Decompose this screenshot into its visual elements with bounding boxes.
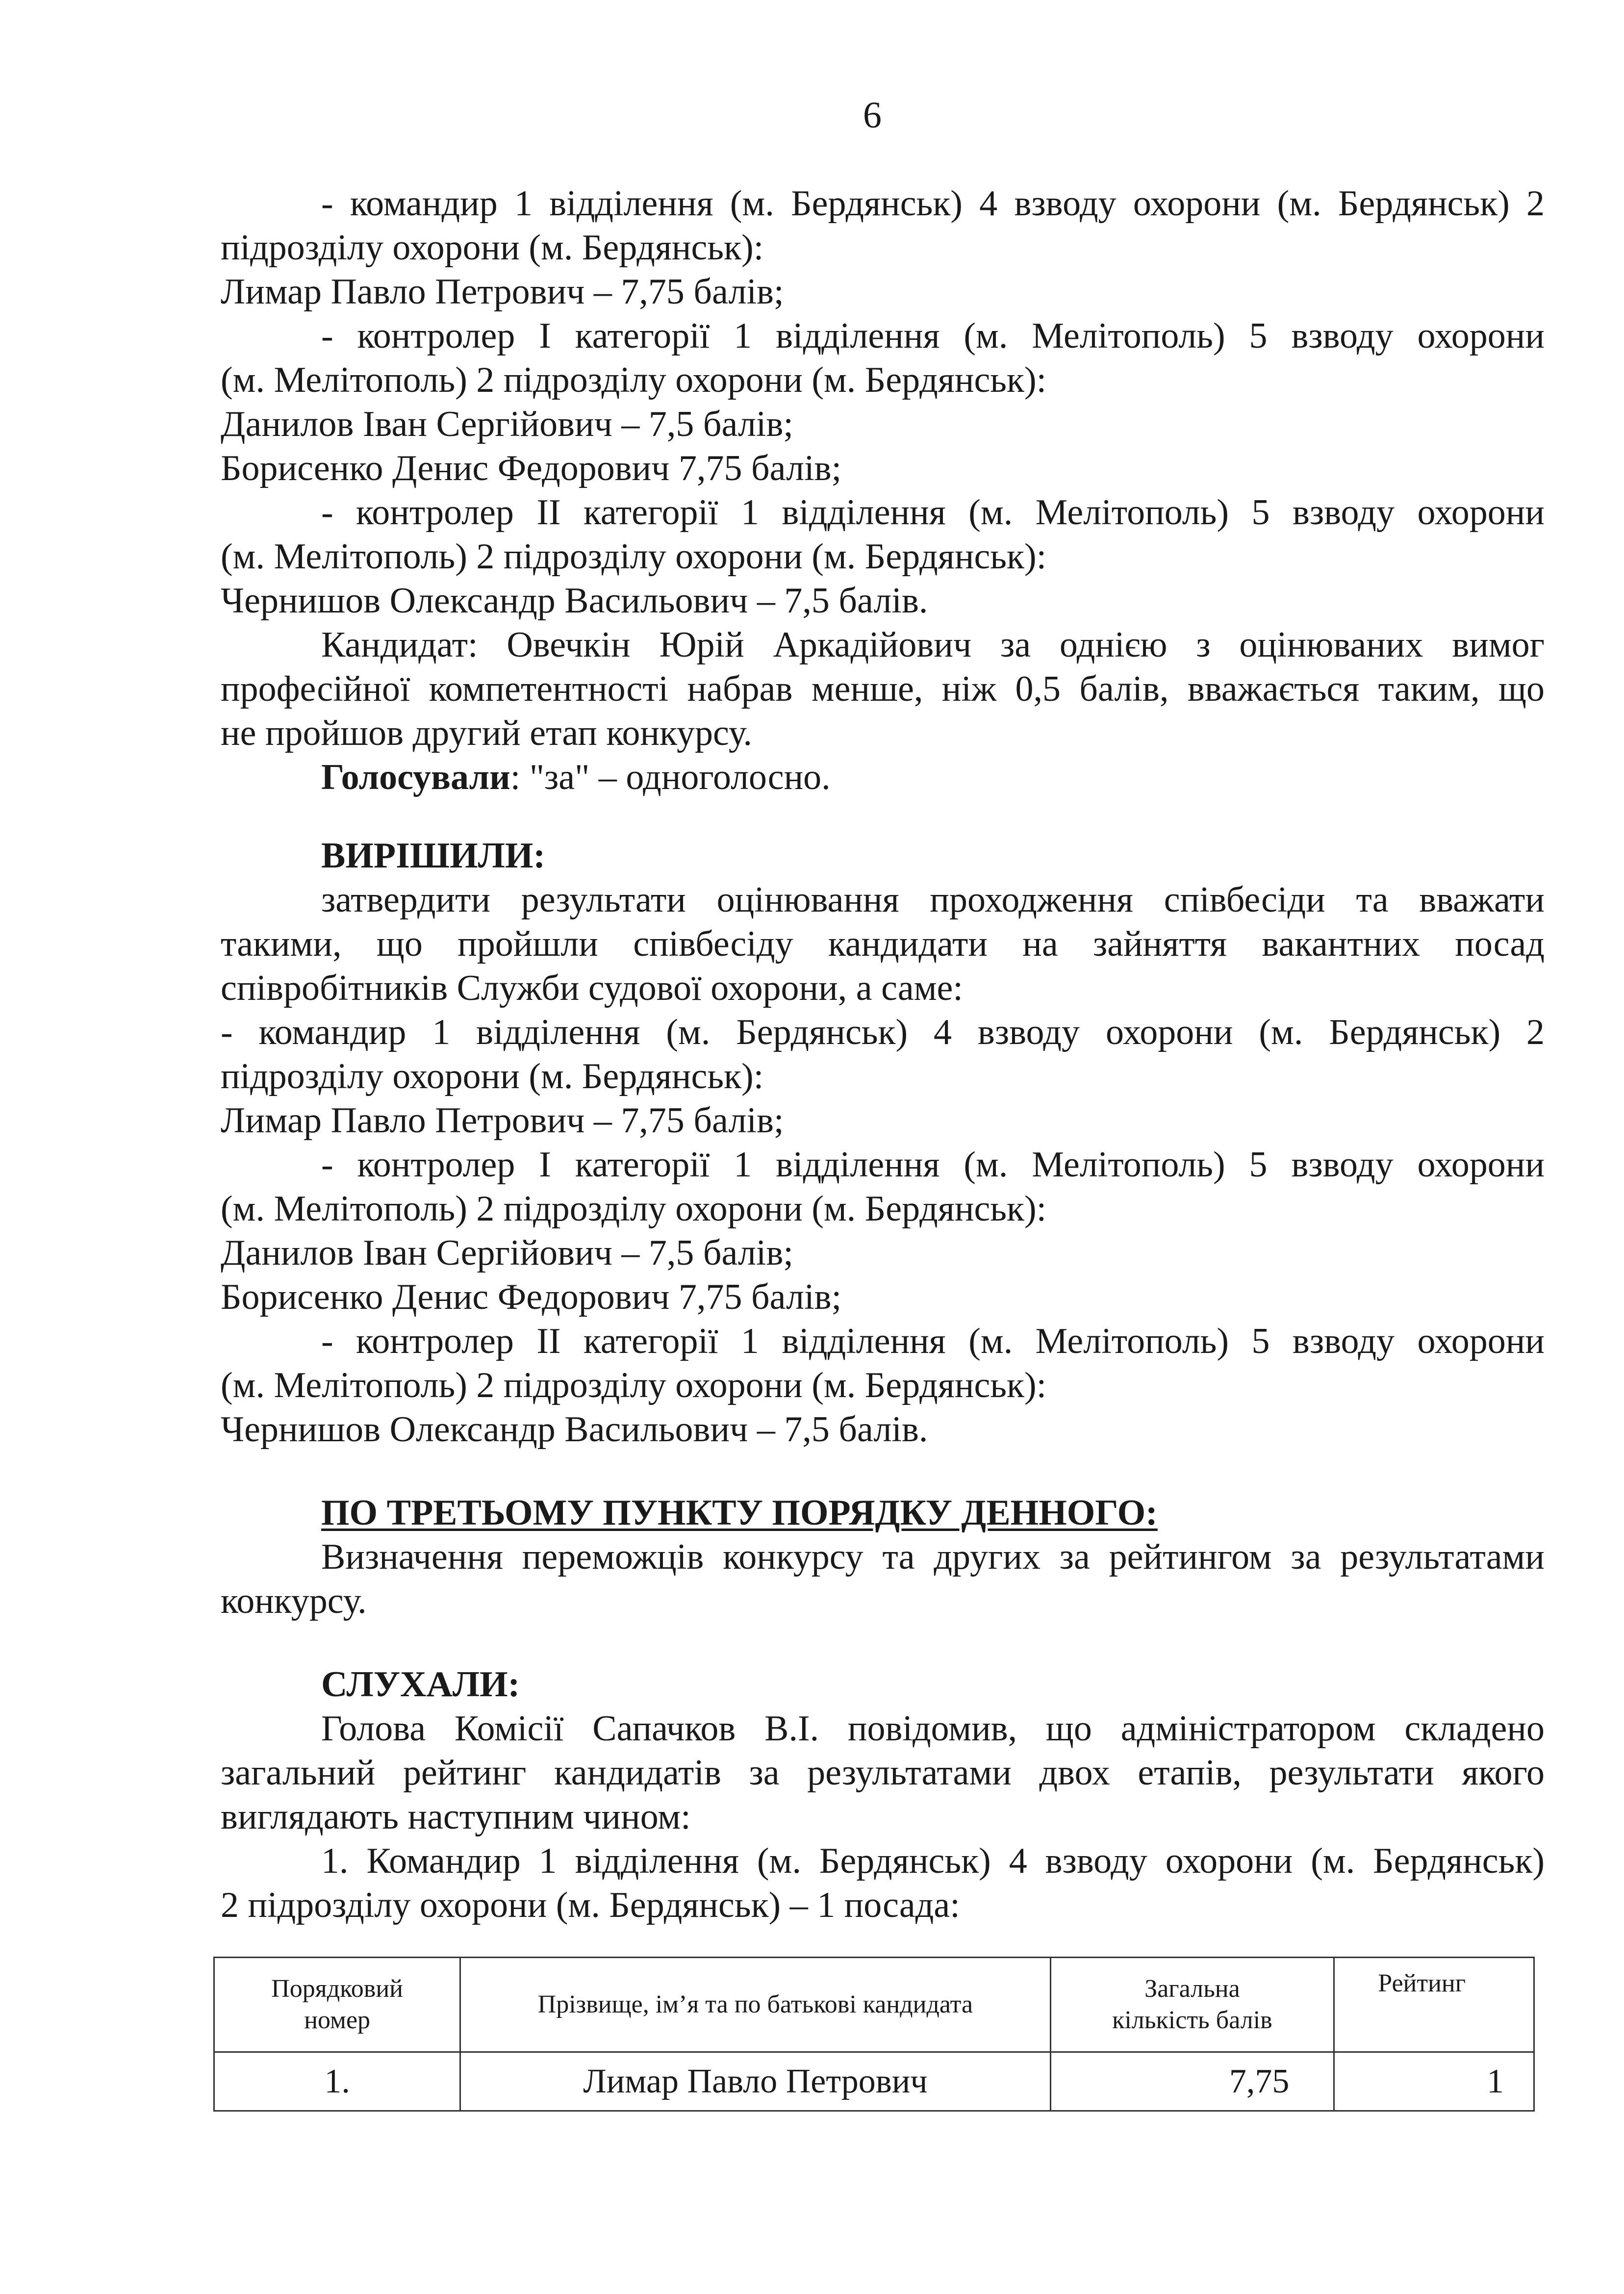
- text-line: - контролер І категорії 1 відділення (м. Мелітополь) 5 взводу охорони: [321, 1145, 1545, 1185]
- text-line: - командир 1 відділення (м. Бердянськ) 4 взводу охорони (м. Бердянськ) 2: [321, 183, 1545, 224]
- text-line: (м. Мелітополь) 2 підрозділу охорони (м. Бердянськ):: [221, 1189, 1047, 1229]
- text-line: - командир 1 відділення (м. Бердянськ) 4 взводу охорони (м. Бердянськ) 2: [221, 1012, 1545, 1052]
- text-line: (м. Мелітополь) 2 підрозділу охорони (м. Бердянськ):: [221, 360, 1047, 400]
- text-line: Лимар Павло Петрович – 7,75 балів;: [221, 1100, 784, 1141]
- text-line: підрозділу охорони (м. Бердянськ):: [221, 228, 764, 268]
- vote-text: : "за" – одноголосно.: [510, 757, 831, 797]
- text-line: Чернишов Олександр Васильович – 7,5 балів.: [221, 581, 928, 621]
- header-number: [214, 1958, 460, 2052]
- table-row: [214, 2052, 1534, 2111]
- text-line: не пройшов другий етап конкурсу.: [221, 713, 753, 753]
- text-line: Голова Комісії Сапачков В.І. повідомив, що адміністратором складено: [321, 1708, 1545, 1749]
- header-score: [1050, 1958, 1334, 2052]
- text-line: (м. Мелітополь) 2 підрозділу охорони (м. Бердянськ):: [221, 536, 1047, 577]
- header-rank: Рейтинг: [1334, 1958, 1534, 2052]
- text-line: затвердити результати оцінювання проходження співбесіди та вважати: [321, 880, 1545, 920]
- header-score-line2: кількість балів: [1112, 2006, 1272, 2034]
- text-line: Борисенко Денис Федорович 7,75 балів;: [221, 448, 842, 488]
- text-line: професійної компетентності набрав менше, ніж 0,5 балів, вважається таким, що: [221, 669, 1545, 709]
- text-line: Кандидат: Овечкін Юрій Аркадійович за однією з оцінюваних вимог: [321, 625, 1545, 665]
- text-line: загальний рейтинг кандидатів за результатами двох етапів, результати якого: [221, 1753, 1545, 1793]
- text-line: підрозділу охорони (м. Бердянськ):: [221, 1056, 764, 1096]
- text-line: такими, що пройшли співбесіду кандидати на зайняття вакантних посад: [221, 924, 1545, 964]
- text-line: Чернишов Олександр Васильович – 7,5 балів.: [221, 1409, 928, 1450]
- rating-table: [213, 1957, 1535, 2112]
- header-score-line1: Загальна: [1144, 1975, 1240, 2003]
- text-line: Визначення переможців конкурсу та других за рейтингом за результатами: [321, 1537, 1545, 1577]
- text-line: співробітників Служби судової охорони, а саме:: [221, 968, 963, 1008]
- text-line: Лимар Павло Петрович – 7,75 балів;: [221, 272, 784, 312]
- cell-name: Лимар Павло Петрович: [460, 2052, 1050, 2111]
- cell-score: 7,75: [1050, 2052, 1334, 2111]
- text-line: конкурсу.: [221, 1581, 367, 1621]
- text-line: Данилов Іван Сергійович – 7,5 балів;: [221, 404, 793, 444]
- header-number-line1: Порядковий: [271, 1975, 403, 2003]
- text-line: - контролер І категорії 1 відділення (м. Мелітополь) 5 взводу охорони: [321, 316, 1545, 356]
- text-line: (м. Мелітополь) 2 підрозділу охорони (м. Бердянськ):: [221, 1365, 1047, 1405]
- page-number: 6: [863, 95, 882, 136]
- text-line: Борисенко Денис Федорович 7,75 балів;: [221, 1277, 842, 1317]
- text-line: 2 підрозділу охорони (м. Бердянськ) – 1 посада:: [221, 1885, 960, 1925]
- text-line: виглядають наступним чином:: [221, 1797, 691, 1837]
- header-name: Прізвище, ім’я та по батькові кандидата: [460, 1958, 1050, 2052]
- header-number-line2: номер: [304, 2006, 371, 2034]
- text-line: Данилов Іван Сергійович – 7,5 балів;: [221, 1233, 793, 1273]
- vote-line: [321, 755, 1545, 799]
- decided-heading: ВИРІШИЛИ:: [321, 836, 546, 876]
- heard-heading: СЛУХАЛИ:: [321, 1664, 520, 1705]
- cell-number: 1.: [214, 2052, 460, 2111]
- text-line: - контролер ІІ категорії 1 відділення (м. Мелітополь) 5 взводу охорони: [321, 1321, 1545, 1361]
- text-line: 1. Командир 1 відділення (м. Бердянськ) 4 взводу охорони (м. Бердянськ): [321, 1841, 1545, 1881]
- cell-rank: 1: [1334, 2052, 1534, 2111]
- vote-label: Голосували: [321, 757, 510, 797]
- text-line: - контролер ІІ категорії 1 відділення (м. Мелітополь) 5 взводу охорони: [321, 492, 1545, 533]
- table-header-row: [214, 1958, 1534, 2052]
- third-item-heading: ПО ТРЕТЬОМУ ПУНКТУ ПОРЯДКУ ДЕННОГО:: [321, 1493, 1158, 1533]
